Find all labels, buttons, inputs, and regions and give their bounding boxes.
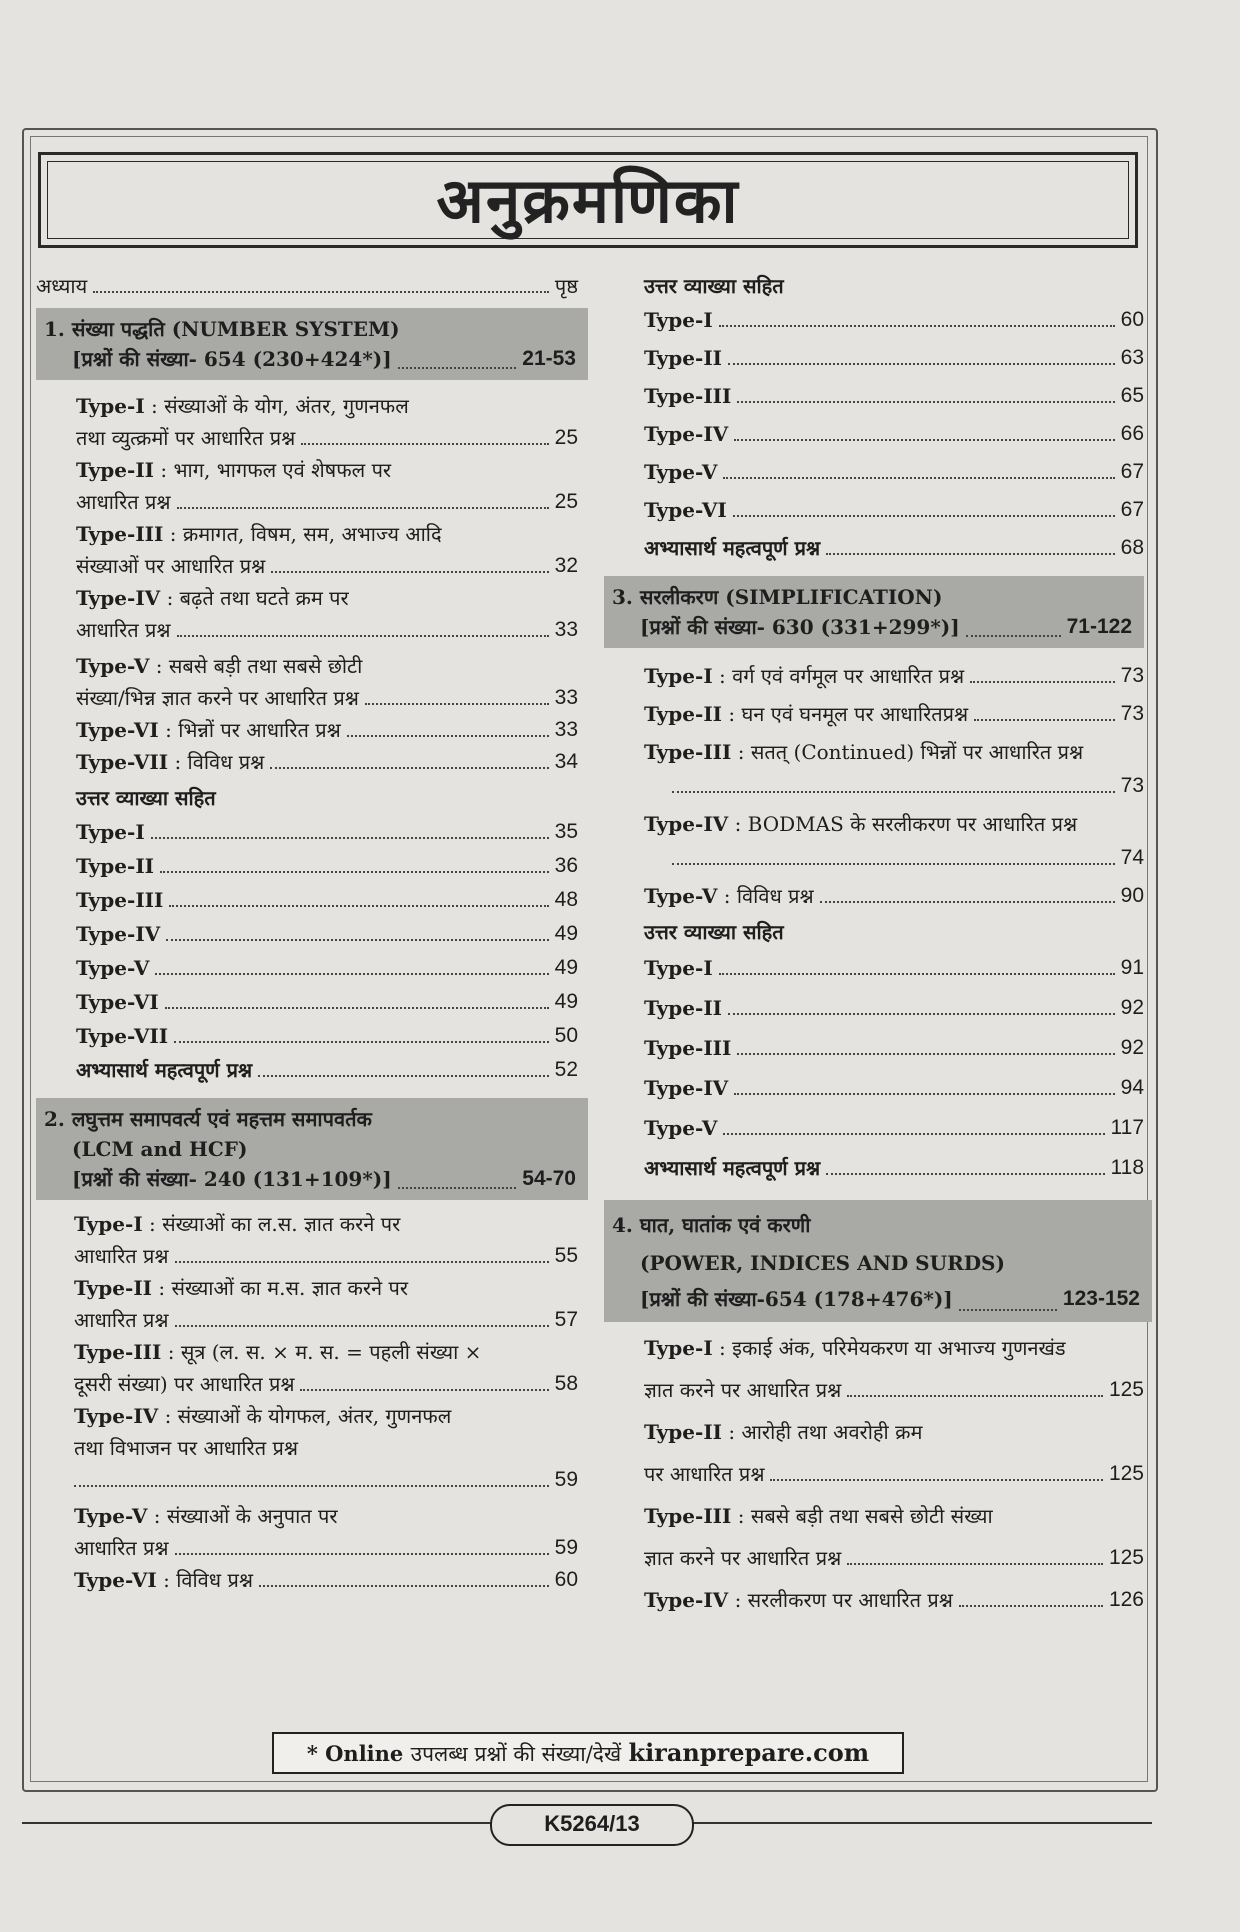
- answers-heading: उत्तर व्याख्या सहित: [644, 274, 784, 298]
- answer-row: Type-V 117: [644, 1116, 1144, 1140]
- toc-entry: Type-II : घन एवं घनमूल पर आधारितप्रश्न 73: [644, 702, 1144, 726]
- chapter-3-answers: [644, 956, 1144, 1140]
- chapter-3-entries: Type-I : वर्ग एवं वर्गमूल पर आधारित प्रश्न 73 Type-II : घन एवं घनमूल पर आधारितप्रश्न 73 Type-III : सतत् (Continued) भिन्नों पर आधारित प्रश्न 73 Type-IV : BODMAS के सरलीकरण पर आधारित प्रश्न 74 Type-V : विविध प्रश्न 90 उत्तर व्याख्या सहित Type-I 91 Type-II 92 Type-III 92 Type-IV 94 Type-V 117 अभ्यासार्थ महत्वपूर्ण प्रश्न 118: [644, 664, 1144, 1180]
- title-box: [38, 152, 1138, 248]
- toc-entry: Type-III : सबसे बड़ी तथा सबसे छोटी संख्या: [644, 1504, 993, 1528]
- chapter-1-heading: 1. संख्या पद्धति (NUMBER SYSTEM) [प्रश्नों की संख्या- 654 (230+424*)] 21-53: [36, 308, 588, 380]
- answer-row: Type-IV 49: [76, 922, 578, 946]
- answer-row: Type-VI 49: [76, 990, 578, 1014]
- chapter-header: अध्याय: [36, 274, 88, 298]
- toc-entry: Type-II : भाग, भागफल एवं शेषफल पर: [76, 458, 392, 482]
- toc-entry: Type-V : सबसे बड़ी तथा सबसे छोटी: [76, 654, 363, 678]
- answer-row: Type-IV 66: [644, 422, 1144, 446]
- answer-row: Type-II 92: [644, 996, 1144, 1020]
- answers-heading: उत्तर व्याख्या सहित: [644, 920, 784, 944]
- toc-entry: Type-VI : विविध प्रश्न 60: [74, 1568, 578, 1592]
- answer-row: Type-IV 94: [644, 1076, 1144, 1100]
- right-column: [604, 268, 1144, 1612]
- toc-entry: Type-VI : भिन्नों पर आधारित प्रश्न 33: [76, 718, 578, 742]
- practice-entry: अभ्यासार्थ महत्वपूर्ण प्रश्न 118: [644, 1156, 1144, 1180]
- page-title: अनुक्रमणिका: [436, 164, 740, 237]
- toc-entry: Type-III : सूत्र (ल. स. × म. स. = पहली संख्या ×: [74, 1340, 482, 1364]
- answer-row: Type-II 36: [76, 854, 578, 878]
- answer-row: Type-VII 50: [76, 1024, 578, 1048]
- toc-entry: Type-I : संख्याओं का ल.स. ज्ञात करने पर: [74, 1212, 401, 1236]
- chapter-2-answers-section: [604, 268, 1144, 560]
- toc-entry: Type-III : क्रमागत, विषम, सम, अभाज्य आदि: [76, 522, 442, 546]
- answer-row: Type-V 49: [76, 956, 578, 980]
- chapter-3-heading: 3. सरलीकरण (SIMPLIFICATION) [प्रश्नों की संख्या- 630 (331+299*)] 71-122: [604, 576, 1144, 648]
- practice-entry: अभ्यासार्थ महत्वपूर्ण प्रश्न 68: [644, 536, 1144, 560]
- toc-entry: Type-III : सतत् (Continued) भिन्नों पर आधारित प्रश्न: [644, 740, 1084, 764]
- header-row: [36, 268, 578, 298]
- chapter-1-answers: [76, 820, 578, 1048]
- answer-row: Type-VI 67: [644, 498, 1144, 522]
- toc-entry: Type-IV : संख्याओं के योगफल, अंतर, गुणनफल: [74, 1404, 452, 1428]
- answer-row: Type-III 92: [644, 1036, 1144, 1060]
- toc-entry: Type-V : संख्याओं के अनुपात पर: [74, 1504, 338, 1528]
- toc-entry: Type-I : इकाई अंक, परिमेयकरण या अभाज्य गुणनखंड: [644, 1336, 1066, 1360]
- chapter-2-entries: Type-I : संख्याओं का ल.स. ज्ञात करने पर आधारित प्रश्न 55 Type-II : संख्याओं का म.स. ज्ञात करने पर आधारित प्रश्न 57 Type-III : सूत्र (ल. स. × म. स. = पहली संख्या × दूसरी संख्या) पर आधारित प्रश्न 58 Type-IV : संख्याओं के योगफल, अंतर, गुणनफल तथा विभाजन पर आधारित प्रश्न 59 Type-V : संख्याओं के अनुपात पर आधारित प्रश्न 59 Type-VI : विविध प्रश्न 60: [74, 1212, 578, 1592]
- answers-heading: उत्तर व्याख्या सहित: [76, 786, 216, 810]
- toc-entry: Type-II : आरोही तथा अवरोही क्रम: [644, 1420, 923, 1444]
- website-link[interactable]: kiranprepare.com: [628, 1738, 870, 1767]
- answer-row: Type-III 48: [76, 888, 578, 912]
- answer-row: Type-II 63: [644, 346, 1144, 370]
- toc-entry: Type-IV : बढ़ते तथा घटते क्रम पर: [76, 586, 349, 610]
- chapter-4-heading: 4. घात, घातांक एवं करणी (POWER, INDICES AND SURDS) [प्रश्नों की संख्या-654 (178+476*)] 123-152: [604, 1200, 1152, 1322]
- chapter-2-answers: [644, 308, 1144, 522]
- page-header: पृष्ठ: [554, 274, 578, 298]
- answer-row: Type-V 67: [644, 460, 1144, 484]
- toc-entry: Type-VII : विविध प्रश्न 34: [76, 750, 578, 774]
- answer-row: Type-I 91: [644, 956, 1144, 980]
- answer-row: Type-I 35: [76, 820, 578, 844]
- book-code: K5264/13: [490, 1804, 694, 1846]
- toc-entry: Type-I : वर्ग एवं वर्गमूल पर आधारित प्रश्न 73: [644, 664, 1144, 688]
- chapter-1-entries: Type-I : संख्याओं के योग, अंतर, गुणनफल तथा व्युत्क्रमों पर आधारित प्रश्न 25 Type-II : भाग, भागफल एवं शेषफल पर आधारित प्रश्न 25 Type-III : क्रमागत, विषम, सम, अभाज्य आदि संख्याओं पर आधारित प्रश्न 32 Type-IV : बढ़ते तथा घटते क्रम पर आधारित प्रश्न 33 Type-V : सबसे बड़ी तथा सबसे छोटी संख्या/भिन्न ज्ञात करने पर आधारित प्रश्न 33 Type-VI : भिन्नों पर आधारित प्रश्न 33 Type-VII : विविध प्रश्न 34 उत्तर व्याख्या सहित Type-I 35 Type-II 36 Type-III 48 Type-IV 49 Type-V 49 Type-VI 49 Type-VII 50 अभ्यासार्थ महत्वपूर्ण प्रश्न 52: [76, 394, 578, 1082]
- toc-entry: Type-IV : BODMAS के सरलीकरण पर आधारित प्रश्न: [644, 812, 1078, 836]
- answer-row: Type-III 65: [644, 384, 1144, 408]
- toc-entry: Type-II : संख्याओं का म.स. ज्ञात करने पर: [74, 1276, 409, 1300]
- left-column: [36, 268, 578, 1592]
- answer-row: Type-I 60: [644, 308, 1144, 332]
- chapter-2-heading: 2. लघुत्तम समापवर्त्य एवं महत्तम समापवर्तक (LCM and HCF) [प्रश्नों की संख्या- 240 (131+109*)] 54-70: [36, 1098, 588, 1200]
- toc-entry: Type-I : संख्याओं के योग, अंतर, गुणनफल: [76, 394, 409, 418]
- practice-entry: अभ्यासार्थ महत्वपूर्ण प्रश्न 52: [76, 1058, 578, 1082]
- toc-entry: Type-V : विविध प्रश्न 90: [644, 884, 1144, 908]
- chapter-4-entries: Type-I : इकाई अंक, परिमेयकरण या अभाज्य गुणनखंड ज्ञात करने पर आधारित प्रश्न 125 Type-II : आरोही तथा अवरोही क्रम पर आधारित प्रश्न 125 Type-III : सबसे बड़ी तथा सबसे छोटी संख्या ज्ञात करने पर आधारित प्रश्न 125 Type-IV : सरलीकरण पर आधारित प्रश्न 126: [644, 1336, 1144, 1612]
- online-note: * Online उपलब्ध प्रश्नों की संख्या/देखें kiranprepare.com: [272, 1732, 904, 1774]
- toc-entry: Type-IV : सरलीकरण पर आधारित प्रश्न 126: [644, 1588, 1144, 1612]
